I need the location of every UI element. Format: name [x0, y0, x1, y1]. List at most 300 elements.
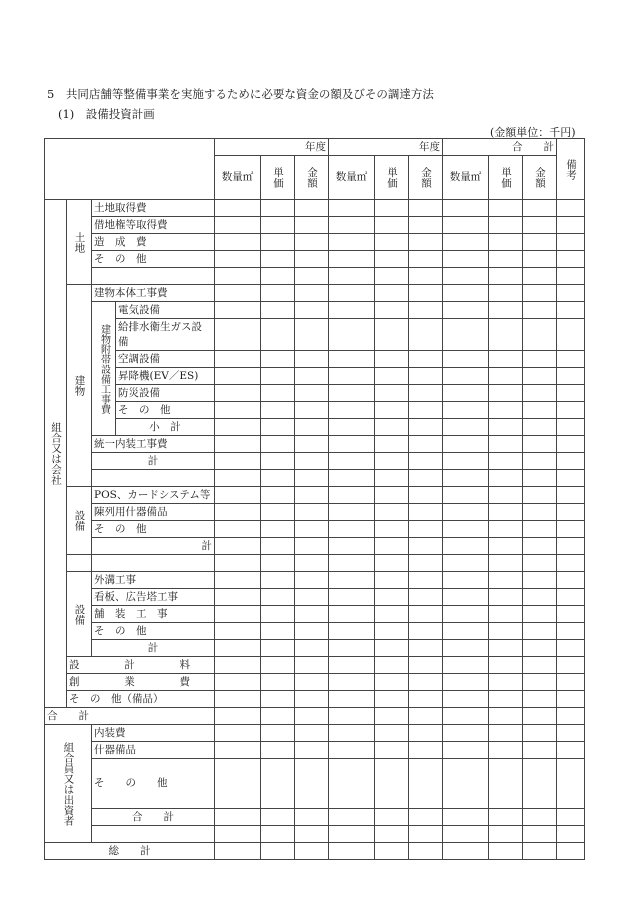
table-cell [375, 319, 409, 351]
table-row [45, 268, 585, 285]
table-cell [409, 640, 443, 657]
table-cell [261, 674, 295, 691]
table-cell [523, 470, 557, 487]
table-row [45, 385, 585, 402]
table-cell [523, 419, 557, 436]
table-cell [409, 200, 443, 217]
table-cell [215, 234, 261, 251]
row-label: そ の 他 [92, 251, 215, 268]
table-cell [375, 826, 409, 843]
table-cell [443, 572, 489, 589]
table-cell [489, 436, 523, 453]
table-row [45, 521, 585, 538]
table-cell [375, 725, 409, 742]
table-cell [215, 843, 261, 860]
table-cell [295, 606, 329, 623]
table-cell [295, 725, 329, 742]
table-cell [409, 436, 443, 453]
table-cell [443, 809, 489, 826]
table-cell [261, 436, 295, 453]
table-row [45, 234, 585, 251]
table-cell [295, 555, 329, 572]
table-cell [523, 302, 557, 319]
table-cell [523, 504, 557, 521]
table-cell [295, 826, 329, 843]
table-cell [295, 843, 329, 860]
table-cell [261, 504, 295, 521]
table-cell [443, 504, 489, 521]
table-cell [557, 623, 585, 640]
table-cell [295, 453, 329, 470]
investment-plan-table [44, 138, 585, 860]
row-label: 建物本体工事費 [92, 285, 215, 302]
qty-header: 数量㎡ [329, 156, 375, 200]
table-row [45, 453, 585, 470]
table-cell [295, 674, 329, 691]
table-cell [261, 268, 295, 285]
table-row [45, 368, 585, 385]
row-label: 陳列用什器備品 [92, 504, 215, 521]
table-cell [557, 268, 585, 285]
table-cell [329, 200, 375, 217]
table-row [45, 487, 585, 504]
table-cell [261, 759, 295, 809]
table-cell [215, 657, 261, 674]
row-label: 内装費 [92, 725, 215, 742]
table-cell [92, 268, 215, 285]
table-cell [409, 251, 443, 268]
table-cell [489, 234, 523, 251]
table-cell [295, 759, 329, 809]
table-cell [523, 708, 557, 725]
table-cell [329, 368, 375, 385]
table-cell [557, 368, 585, 385]
table-cell [409, 302, 443, 319]
table-cell [375, 285, 409, 302]
table-cell [261, 368, 295, 385]
table-cell [443, 623, 489, 640]
table-cell [409, 843, 443, 860]
table-cell [215, 217, 261, 234]
table-cell [375, 302, 409, 319]
table-cell [489, 285, 523, 302]
table-row [45, 402, 585, 419]
table-cell [295, 809, 329, 826]
table-cell [261, 470, 295, 487]
table-cell [489, 385, 523, 402]
table-cell [489, 470, 523, 487]
table-cell [375, 234, 409, 251]
table-cell [409, 385, 443, 402]
table-cell [215, 521, 261, 538]
table-cell [92, 470, 215, 487]
table-cell [215, 402, 261, 419]
table-cell [329, 826, 375, 843]
table-cell [523, 742, 557, 759]
table-cell [557, 217, 585, 234]
table-cell [215, 572, 261, 589]
table-cell [523, 843, 557, 860]
table-cell [443, 691, 489, 708]
table-cell [443, 302, 489, 319]
table-cell [375, 487, 409, 504]
table-cell [215, 742, 261, 759]
table-cell [557, 640, 585, 657]
table-cell [557, 691, 585, 708]
table-cell [489, 826, 523, 843]
table-cell [295, 623, 329, 640]
table-cell [557, 487, 585, 504]
table-row [45, 674, 585, 691]
table-cell [329, 623, 375, 640]
table-cell [557, 251, 585, 268]
group-equipment: 設備 [67, 487, 92, 555]
row-label: そ の 他 [92, 521, 215, 538]
table-cell [295, 691, 329, 708]
table-cell [489, 725, 523, 742]
table-cell [261, 691, 295, 708]
table-cell [295, 217, 329, 234]
table-cell [557, 319, 585, 351]
table-cell [375, 742, 409, 759]
table-cell [523, 368, 557, 385]
qty-header: 数量㎡ [443, 156, 489, 200]
table-cell [489, 351, 523, 368]
table-cell [443, 319, 489, 351]
table-cell [523, 385, 557, 402]
table-cell [261, 843, 295, 860]
table-cell [557, 351, 585, 368]
table-cell [329, 302, 375, 319]
table-cell [523, 217, 557, 234]
total-header: 合 計 [443, 139, 557, 156]
table-cell [557, 809, 585, 826]
table-cell [215, 453, 261, 470]
row-label: 計 [92, 453, 215, 470]
row-label: 創業費 [67, 674, 215, 691]
table-row [45, 351, 585, 368]
table-cell [409, 657, 443, 674]
table-cell [489, 200, 523, 217]
table-cell [261, 826, 295, 843]
table-cell [329, 268, 375, 285]
table-cell [375, 555, 409, 572]
row-label: 造 成 費 [92, 234, 215, 251]
table-cell [295, 402, 329, 419]
group-union-company: 組合又は会社 [45, 200, 67, 708]
table-cell [489, 504, 523, 521]
table-cell [261, 708, 295, 725]
table-cell [523, 234, 557, 251]
table-cell [523, 759, 557, 809]
table-cell [443, 200, 489, 217]
table-cell [409, 589, 443, 606]
row-label: 給排水衛生ガス設備 [116, 319, 215, 351]
table-cell [329, 504, 375, 521]
table-cell [489, 302, 523, 319]
table-cell [557, 285, 585, 302]
table-cell [215, 487, 261, 504]
table-cell [523, 725, 557, 742]
table-cell [489, 402, 523, 419]
table-cell [375, 217, 409, 234]
table-cell [489, 640, 523, 657]
amount-header: 金額 [409, 156, 443, 200]
unit-note: (金額単位：千円) [490, 126, 576, 139]
table-cell [329, 725, 375, 742]
table-cell [295, 200, 329, 217]
table-cell [329, 640, 375, 657]
table-cell [215, 302, 261, 319]
table-cell [295, 302, 329, 319]
table-cell [261, 572, 295, 589]
row-label: 土地取得費 [92, 200, 215, 217]
table-cell [329, 470, 375, 487]
table-cell [523, 640, 557, 657]
table-cell [295, 385, 329, 402]
table-cell [489, 521, 523, 538]
table-cell [523, 285, 557, 302]
table-cell [329, 319, 375, 351]
table-cell [215, 470, 261, 487]
table-cell [489, 368, 523, 385]
row-label: 設計料 [67, 657, 215, 674]
table-cell [557, 504, 585, 521]
table-cell [443, 521, 489, 538]
table-cell [443, 538, 489, 555]
table-cell [375, 640, 409, 657]
table-cell [523, 674, 557, 691]
table-cell [557, 200, 585, 217]
table-cell [329, 555, 375, 572]
table-cell [215, 826, 261, 843]
table-cell [295, 640, 329, 657]
row-label: 電気設備 [116, 302, 215, 319]
table-cell [489, 809, 523, 826]
table-row [45, 470, 585, 487]
table-cell [215, 538, 261, 555]
table-cell [329, 487, 375, 504]
table-cell [489, 843, 523, 860]
table-cell [557, 234, 585, 251]
table-cell [489, 419, 523, 436]
remarks-header: 備考 [557, 139, 585, 200]
table-cell [215, 319, 261, 351]
table-cell [557, 589, 585, 606]
table-cell [557, 470, 585, 487]
table-cell [375, 251, 409, 268]
table-cell [443, 268, 489, 285]
table-cell [523, 436, 557, 453]
table-cell [329, 708, 375, 725]
row-label: 小 計 [116, 419, 215, 436]
amount-header: 金額 [295, 156, 329, 200]
table-cell [523, 826, 557, 843]
table-cell [409, 759, 443, 809]
table-cell [409, 368, 443, 385]
table-cell [295, 589, 329, 606]
table-cell [329, 674, 375, 691]
table-cell [557, 843, 585, 860]
price-header: 単価 [375, 156, 409, 200]
table-cell [557, 302, 585, 319]
table-cell [557, 555, 585, 572]
table-cell [329, 351, 375, 368]
table-cell [523, 538, 557, 555]
table-cell [375, 402, 409, 419]
table-cell [443, 285, 489, 302]
row-label: 防災設備 [116, 385, 215, 402]
table-cell [215, 674, 261, 691]
table-cell [261, 742, 295, 759]
table-cell [409, 538, 443, 555]
table-cell [295, 234, 329, 251]
table-row [45, 623, 585, 640]
table-cell [261, 538, 295, 555]
table-cell [557, 657, 585, 674]
table-row [45, 419, 585, 436]
table-row [45, 555, 585, 572]
table-cell [409, 521, 443, 538]
row-label: 昇降機(EV／ES) [116, 368, 215, 385]
table-cell [375, 538, 409, 555]
table-cell [295, 470, 329, 487]
table-cell [329, 419, 375, 436]
row-label: POS、カードシステム等 [92, 487, 215, 504]
table-row [45, 217, 585, 234]
table-cell [409, 504, 443, 521]
table-cell [409, 268, 443, 285]
table-cell [489, 217, 523, 234]
table-cell [329, 521, 375, 538]
table-cell [557, 385, 585, 402]
table-row [45, 251, 585, 268]
table-cell [557, 402, 585, 419]
row-label: そ の 他 [116, 402, 215, 419]
table-cell [489, 487, 523, 504]
table-cell [295, 504, 329, 521]
table-cell [329, 572, 375, 589]
table-cell [523, 351, 557, 368]
subsection-heading: (1) 設備投資計画 [58, 107, 155, 121]
table-cell [295, 285, 329, 302]
table-cell [375, 657, 409, 674]
table-cell [295, 742, 329, 759]
row-label: 外溝工事 [92, 572, 215, 589]
table-cell [409, 572, 443, 589]
table-cell [215, 436, 261, 453]
table-cell [489, 657, 523, 674]
table-row [45, 606, 585, 623]
table-cell [523, 200, 557, 217]
table-cell [375, 470, 409, 487]
table-cell [443, 606, 489, 623]
table-cell [523, 251, 557, 268]
table-cell [489, 708, 523, 725]
table-cell [489, 691, 523, 708]
table-cell [409, 674, 443, 691]
table-cell [295, 419, 329, 436]
table-row [45, 691, 585, 708]
table-cell [489, 674, 523, 691]
table-cell [557, 453, 585, 470]
table-cell [295, 436, 329, 453]
table-cell [295, 538, 329, 555]
table-cell [215, 200, 261, 217]
table-cell [557, 419, 585, 436]
table-cell [375, 623, 409, 640]
table-cell [261, 234, 295, 251]
table-row [45, 826, 585, 843]
table-row [45, 302, 585, 319]
table-cell [295, 268, 329, 285]
table-cell [261, 657, 295, 674]
table-cell [523, 589, 557, 606]
table-cell [443, 217, 489, 234]
table-cell [261, 402, 295, 419]
table-cell [557, 538, 585, 555]
table-cell [523, 402, 557, 419]
table-cell [261, 251, 295, 268]
table-cell [215, 504, 261, 521]
table-cell [409, 742, 443, 759]
table-cell [489, 759, 523, 809]
group-building-annex: 建物附帯設備工事費 [92, 302, 116, 436]
row-label: そ の 他 [92, 759, 215, 809]
table-cell [329, 657, 375, 674]
table-cell [261, 351, 295, 368]
table-cell [375, 809, 409, 826]
table-cell [295, 251, 329, 268]
table-cell [295, 351, 329, 368]
table-cell [489, 742, 523, 759]
table-cell [523, 657, 557, 674]
row-label: 計 [92, 538, 215, 555]
table-cell [557, 606, 585, 623]
table-row [45, 843, 585, 860]
table-cell [409, 285, 443, 302]
table-cell [92, 826, 215, 843]
table-cell [409, 453, 443, 470]
table-cell [261, 200, 295, 217]
table-cell [523, 809, 557, 826]
table-cell [261, 623, 295, 640]
row-label: 借地権等取得費 [92, 217, 215, 234]
table-cell [329, 251, 375, 268]
table-row [45, 285, 585, 302]
table-cell [215, 759, 261, 809]
table-cell [375, 268, 409, 285]
table-row [45, 759, 585, 809]
table-cell [261, 606, 295, 623]
table-cell [489, 589, 523, 606]
amount-header: 金額 [523, 156, 557, 200]
table-cell [329, 691, 375, 708]
table-cell [443, 251, 489, 268]
row-label: そ の 他（備品） [67, 691, 215, 708]
table-cell [443, 419, 489, 436]
table-cell [261, 285, 295, 302]
table-cell [557, 759, 585, 809]
table-cell [557, 572, 585, 589]
table-row [45, 572, 585, 589]
table-cell [295, 319, 329, 351]
table-cell [523, 453, 557, 470]
table-cell [523, 572, 557, 589]
header-row-1 [45, 139, 585, 156]
header-blank [45, 139, 215, 200]
table-cell [215, 285, 261, 302]
